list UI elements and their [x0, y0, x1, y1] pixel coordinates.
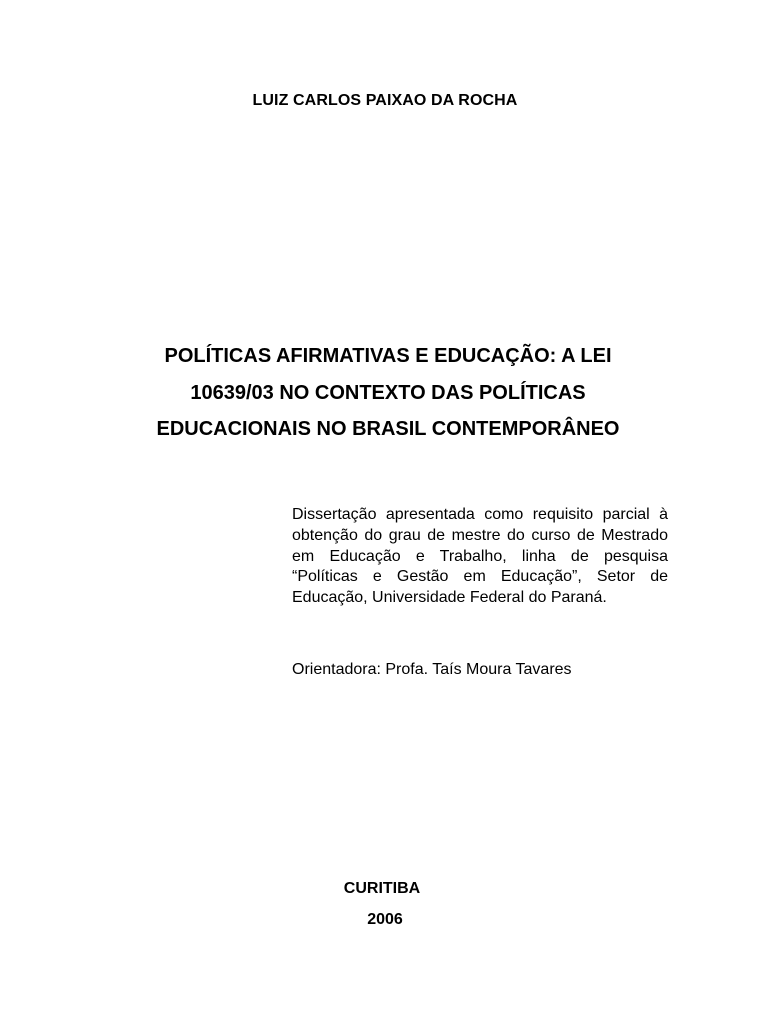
title-line-2: 10639/03 NO CONTEXTO DAS POLÍTICAS: [190, 381, 586, 404]
title-line-3: EDUCACIONAIS NO BRASIL CONTEMPORÂNEO: [156, 418, 620, 440]
title-line-1: POLÍTICAS AFIRMATIVAS E EDUCAÇÃO: A LEI: [164, 345, 612, 367]
year: 2006: [367, 911, 403, 928]
city: CURITIBA: [343, 880, 421, 897]
dissertation-title: [0, 338, 768, 448]
author-name: LUIZ CARLOS PAIXAO DA ROCHA: [252, 92, 518, 109]
dissertation-description: Dissertação apresentada como requisito parcial à obtenção do grau de mestre do curso de Mestrado em Educação e Trabalho, linha de pesquisa “Políticas e Gestão em Educação”, Setor de Educação, Universidade Federal do Paraná.: [292, 506, 668, 607]
advisor-name: Orientadora: Profa. Taís Moura Tavares: [292, 661, 572, 678]
